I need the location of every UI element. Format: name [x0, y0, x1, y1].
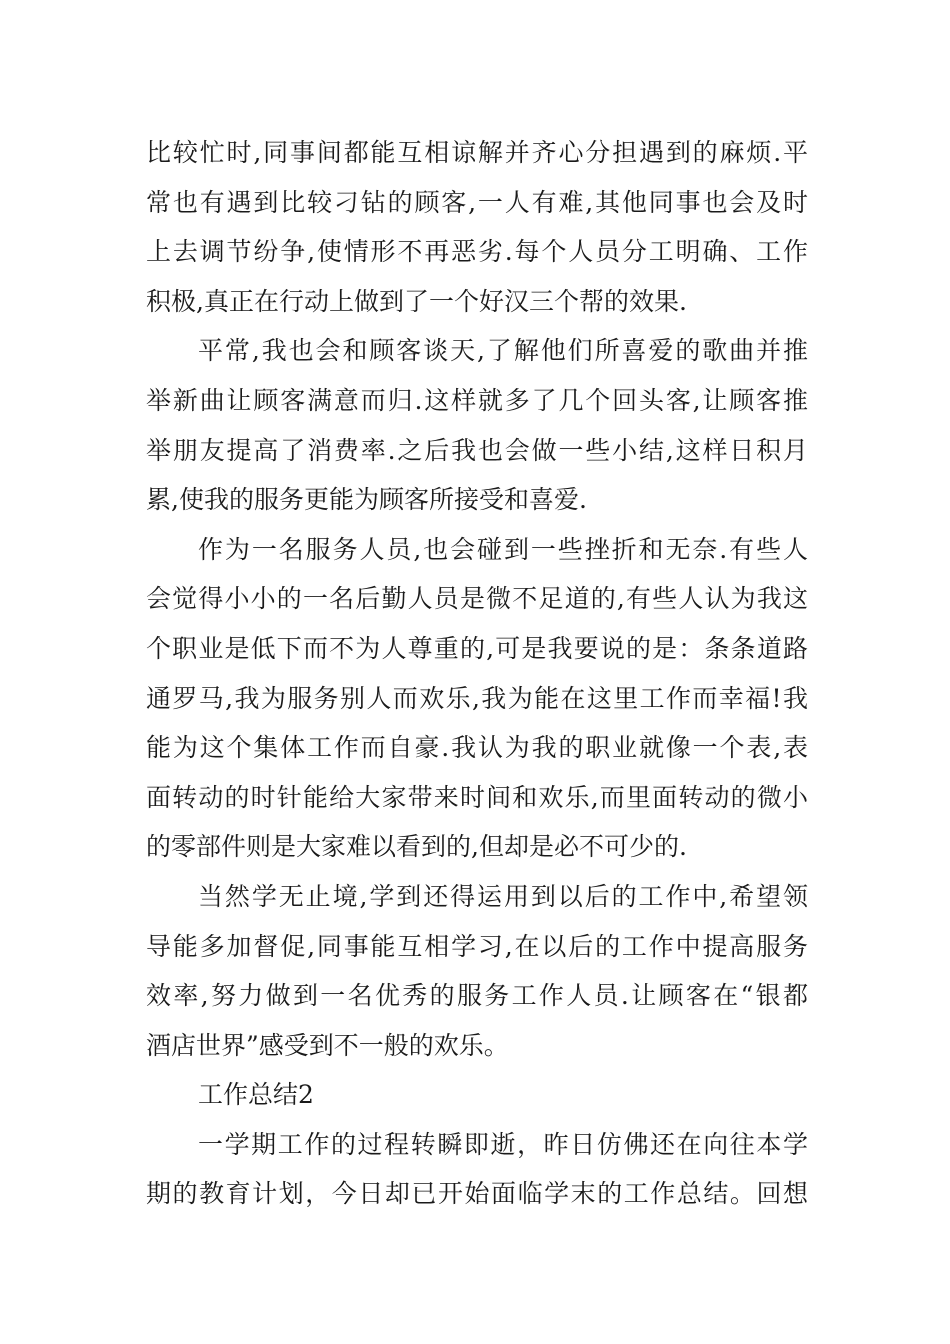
section-heading — [146, 1070, 808, 1120]
paragraph-4 — [146, 872, 808, 1070]
text-line: 效率,努力做到一名优秀的服务工作人员.让顾客在“银都 — [146, 981, 808, 1011]
text-line: 作为一名服务人员,也会碰到一些挫折和无奈.有些人 — [198, 534, 808, 564]
paragraph-5 — [146, 1120, 808, 1219]
text-line: 累,使我的服务更能为顾客所接受和喜爱. — [146, 485, 587, 515]
text-line: 比较忙时,同事间都能互相谅解并齐心分担遇到的麻烦.平 — [146, 138, 808, 167]
text-line: 面转动的时针能给大家带来时间和欢乐,而里面转动的微小 — [146, 782, 808, 812]
text-line: 酒店世界”感受到不一般的欢乐。 — [146, 1030, 509, 1060]
paragraph-2 — [146, 326, 808, 524]
text-line: 个职业是低下而不为人尊重的,可是我要说的是：条条道路 — [146, 633, 808, 663]
text-line: 期的教育计划，今日却已开始面临学末的工作总结。回想 — [146, 1179, 808, 1209]
text-line: 导能多加督促,同事能互相学习,在以后的工作中提高服务 — [146, 931, 808, 961]
paragraph-3 — [146, 525, 808, 872]
paragraph-1 — [146, 128, 808, 326]
text-line: 常也有遇到比较刁钻的顾客,一人有难,其他同事也会及时 — [146, 187, 808, 217]
text-line: 平常,我也会和顾客谈天,了解他们所喜爱的歌曲并推 — [198, 336, 808, 366]
text-line: 一学期工作的过程转瞬即逝，昨日仿佛还在向往本学 — [198, 1129, 808, 1159]
text-line: 积极,真正在行动上做到了一个好汉三个帮的效果. — [146, 286, 687, 316]
text-line: 能为这个集体工作而自豪.我认为我的职业就像一个表,表 — [146, 733, 808, 763]
text-line: 会觉得小小的一名后勤人员是微不足道的,有些人认为我这 — [146, 584, 808, 614]
text-line: 上去调节纷争,使情形不再恶劣.每个人员分工明确、工作 — [146, 237, 808, 267]
text-line: 当然学无止境,学到还得运用到以后的工作中,希望领 — [198, 881, 808, 911]
text-line: 举朋友提高了消费率.之后我也会做一些小结,这样日积月 — [146, 435, 808, 465]
document-page — [146, 128, 808, 1219]
text-line: 举新曲让顾客满意而归.这样就多了几个回头客,让顾客推 — [146, 385, 808, 415]
section-title: 工作总结2 — [198, 1080, 314, 1110]
text-line: 通罗马,我为服务别人而欢乐,我为能在这里工作而幸福!我 — [146, 683, 808, 713]
text-line: 的零部件则是大家难以看到的,但却是必不可少的. — [146, 832, 687, 862]
